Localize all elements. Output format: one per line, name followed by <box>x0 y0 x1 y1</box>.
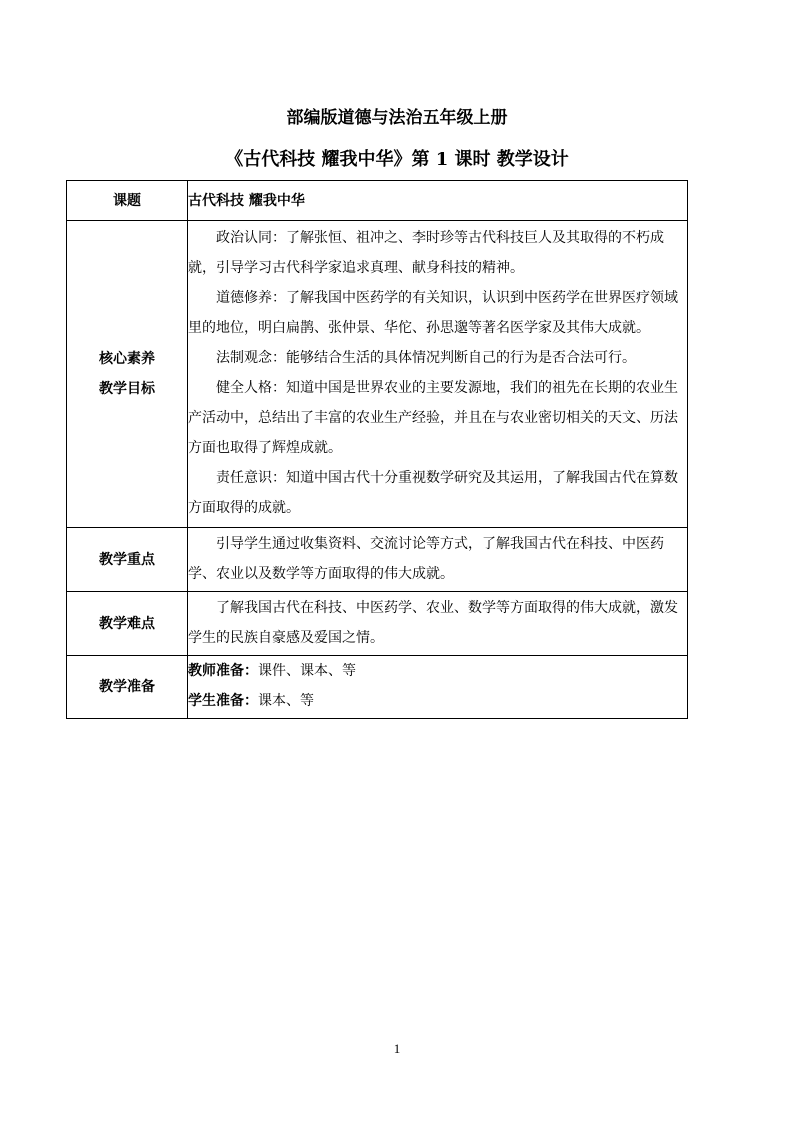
key-points-label: 教学重点 <box>67 528 188 592</box>
table-row-goals <box>67 221 688 528</box>
student-prep-value: 课本、等 <box>258 693 314 709</box>
document-subtitle: 《古代科技 耀我中华》第 1 课时 教学设计 <box>225 149 569 170</box>
student-prep-label: 学生准备： <box>188 693 258 709</box>
preparation-label: 教学准备 <box>67 656 188 719</box>
goal-law: 法制观念：能够结合生活的具体情况判断自己的行为是否合法可行。 <box>216 350 636 366</box>
difficulties-text: 了解我国古代在科技、中医药学、农业、数学等方面取得的伟大成就，激发学生的民族自豪感及爱国之情。 <box>188 600 678 646</box>
teacher-prep <box>188 656 687 686</box>
page-number: 1 <box>393 1041 401 1056</box>
document-title: 部编版道德与法治五年级上册 <box>286 108 508 128</box>
student-prep <box>188 686 687 716</box>
preparation-content <box>188 656 688 719</box>
goal-political: 政治认同：了解张恒、祖冲之、李时珍等古代科技巨人及其取得的不朽成就，引导学习古代科学家追求真理、献身科技的精神。 <box>188 230 664 276</box>
goals-label <box>67 221 188 528</box>
goal-moral: 道德修养：了解我国中医药学的有关知识，认识到中医药学在世界医疗领域里的地位，明白扁鹊、张仲景、华佗、孙思邈等著名医学家及其伟大成就。 <box>188 290 678 336</box>
topic-label: 课题 <box>67 181 188 221</box>
lesson-plan-table <box>66 180 688 719</box>
teacher-prep-label: 教师准备： <box>188 663 258 679</box>
key-points-content <box>188 528 688 592</box>
goals-content <box>188 221 688 528</box>
table-row-preparation <box>67 656 688 719</box>
table-row-topic <box>67 181 688 221</box>
key-points-text: 引导学生通过收集资料、交流讨论等方式，了解我国古代在科技、中医药学、农业以及数学等方面取得的伟大成就。 <box>188 536 664 582</box>
goal-personality: 健全人格：知道中国是世界农业的主要发源地，我们的祖先在长期的农业生产活动中，总结出了丰富的农业生产经验，并且在与农业密切相关的天文、历法方面也取得了辉煌成就。 <box>188 380 678 456</box>
table-row-key-points <box>67 528 688 592</box>
topic-value: 古代科技 耀我中华 <box>188 181 688 221</box>
goals-label-line2: 教学目标 <box>99 381 155 397</box>
goals-label-line1: 核心素养 <box>99 351 155 367</box>
goal-responsibility: 责任意识：知道中国古代十分重视数学研究及其运用，了解我国古代在算数方面取得的成就。 <box>188 470 678 516</box>
difficulties-label: 教学难点 <box>67 592 188 656</box>
table-row-difficulties <box>67 592 688 656</box>
difficulties-content <box>188 592 688 656</box>
teacher-prep-value: 课件、课本、等 <box>258 663 356 679</box>
